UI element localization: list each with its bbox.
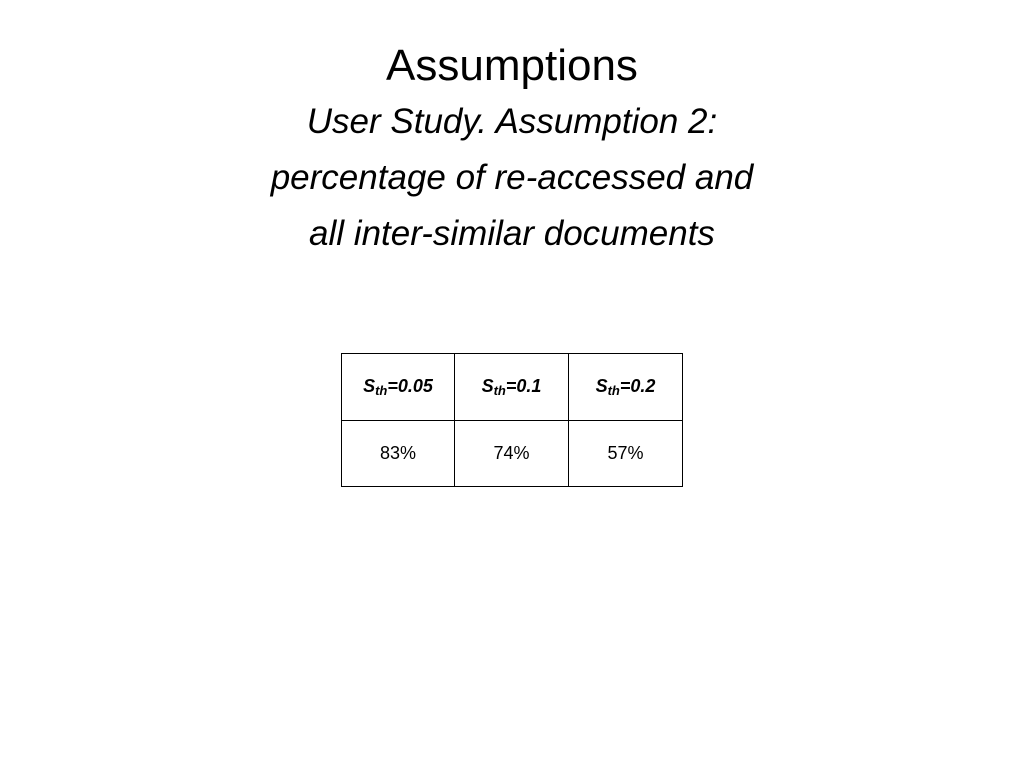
- threshold-table: [341, 353, 683, 487]
- subtitle-line-2: percentage of re-accessed and: [270, 158, 754, 197]
- header-value: =0.2: [619, 376, 656, 396]
- header-symbol: S: [481, 376, 494, 396]
- table-cell: 83%: [342, 421, 455, 487]
- header-subscript: th: [607, 383, 620, 398]
- table-header-row: [342, 354, 683, 421]
- table-row: [342, 421, 683, 487]
- header-subscript: th: [493, 383, 506, 398]
- title-block: [0, 38, 1024, 262]
- subtitle-line-3: all inter-similar documents: [309, 214, 715, 253]
- table-cell: 57%: [569, 421, 683, 487]
- header-symbol: S: [595, 376, 608, 396]
- table-header-cell: [342, 354, 455, 421]
- header-value: =0.1: [505, 376, 542, 396]
- slide-title: Assumptions: [386, 41, 638, 90]
- subtitle-line-1: User Study. Assumption 2:: [306, 102, 718, 141]
- header-value: =0.05: [387, 376, 433, 396]
- table-header-cell: [569, 354, 683, 421]
- table-cell: 74%: [455, 421, 569, 487]
- table-header-cell: [455, 354, 569, 421]
- header-subscript: th: [375, 383, 388, 398]
- header-symbol: S: [363, 376, 376, 396]
- slide-subtitle: [0, 94, 1024, 262]
